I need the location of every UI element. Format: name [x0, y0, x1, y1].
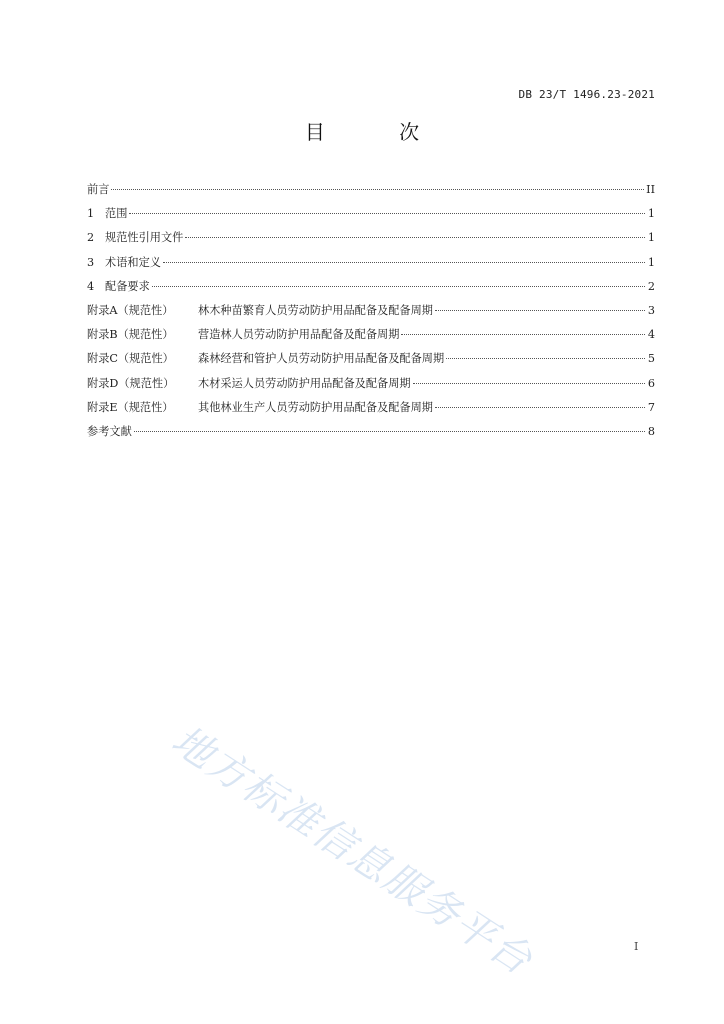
toc-entry-page: 1 [647, 255, 655, 269]
toc-entry-page: 3 [647, 303, 655, 317]
toc-entry-number: 4 [87, 279, 95, 293]
toc-entry-page: 2 [647, 279, 655, 293]
toc-annex-designation: 附录D（规范性） [87, 376, 175, 390]
toc-annex-designation: 附录B（规范性） [87, 328, 174, 342]
toc-entry-page: 5 [647, 352, 655, 366]
toc-entry-foreword[interactable] [87, 181, 655, 205]
toc-entry-label: 规范性引用文件 [105, 231, 184, 245]
toc-entry-label: 营造林人员劳动防护用品配备及配备周期 [198, 328, 400, 342]
toc-entry-annex-d[interactable] [87, 375, 655, 399]
toc-entry-requirements[interactable] [87, 278, 655, 302]
toc-entry-label: 木材采运人员劳动防护用品配备及配备周期 [198, 376, 411, 390]
toc-entry-number: 2 [87, 231, 95, 245]
toc-entry-number: 3 [87, 255, 95, 269]
toc-entry-scope[interactable] [87, 205, 655, 229]
toc-dot-leader [152, 285, 645, 287]
toc-entry-page: 1 [647, 207, 655, 221]
toc-entry-page: 8 [647, 424, 655, 438]
toc-entry-label: 其他林业生产人员劳动防护用品配备及配备周期 [198, 400, 433, 414]
toc-dot-leader [401, 333, 645, 335]
document-code: DB 23/T 1496.23-2021 [518, 88, 655, 101]
toc-entry-page: 4 [647, 328, 655, 342]
toc-entry-annex-b[interactable] [87, 326, 655, 350]
toc-entry-label: 前言 [87, 183, 110, 196]
toc-entry-bibliography[interactable] [87, 423, 655, 447]
page-number: I [634, 940, 639, 953]
toc-entry-label: 范围 [105, 207, 128, 221]
toc-dot-leader [435, 406, 645, 408]
toc-entry-terms-definitions[interactable] [87, 254, 655, 278]
toc-entry-label: 森林经营和管护人员劳动防护用品配备及配备周期 [198, 352, 445, 366]
toc-dot-leader [134, 430, 645, 432]
toc-dot-leader [129, 212, 645, 214]
toc-entry-number: 1 [87, 207, 95, 221]
toc-annex-designation: 附录E（规范性） [87, 400, 174, 414]
toc-entry-normative-references[interactable] [87, 229, 655, 253]
toc-dot-leader [163, 261, 645, 263]
toc-entry-label: 术语和定义 [105, 255, 161, 269]
toc-dot-leader [111, 188, 644, 190]
page-title: 目 次 [304, 120, 454, 144]
toc-entry-annex-c[interactable] [87, 350, 655, 374]
toc-entry-page: 7 [647, 400, 655, 414]
toc-entry-label: 参考文献 [87, 424, 132, 438]
toc-dot-leader [435, 309, 645, 311]
toc-entry-page: II [646, 183, 655, 196]
toc-dot-leader [185, 236, 645, 238]
toc-entry-label: 配备要求 [105, 279, 150, 293]
toc-entry-annex-e[interactable] [87, 399, 655, 423]
toc-dot-leader [413, 382, 645, 384]
toc-entry-page: 6 [647, 376, 655, 390]
toc-annex-designation: 附录A（规范性） [87, 303, 174, 317]
toc-annex-designation: 附录C（规范性） [87, 352, 174, 366]
table-of-contents [87, 181, 655, 447]
toc-entry-annex-a[interactable] [87, 302, 655, 326]
toc-entry-label: 林木种苗繁育人员劳动防护用品配备及配备周期 [198, 303, 433, 317]
toc-entry-page: 1 [647, 231, 655, 245]
toc-dot-leader [446, 357, 645, 359]
watermark: 地方标准信息服务平台 [163, 717, 541, 985]
